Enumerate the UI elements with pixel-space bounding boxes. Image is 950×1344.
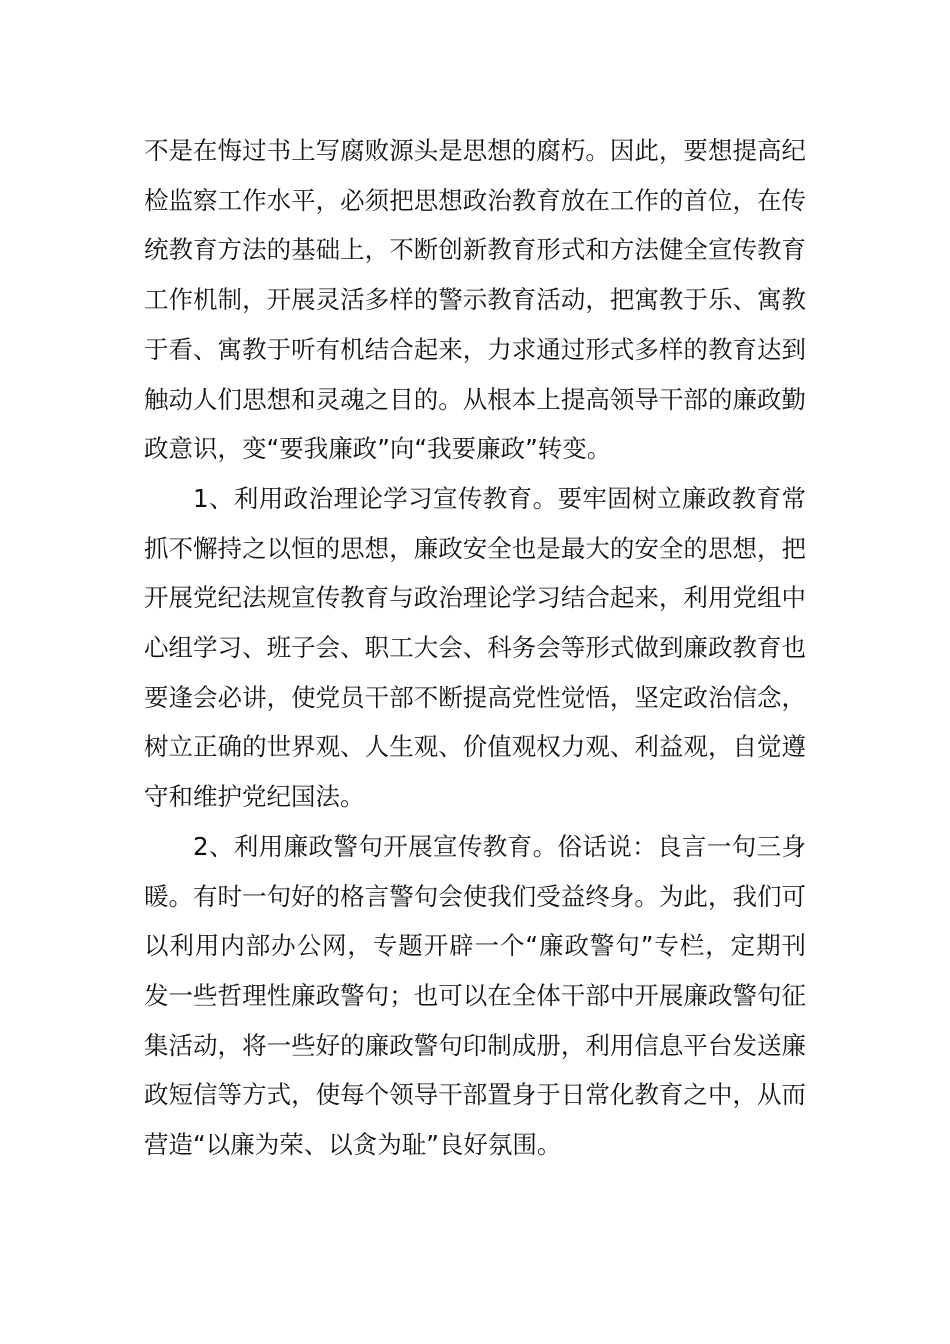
paragraph-intro: 不是在悔过书上写腐败源头是思想的腐朽。因此，要想提高纪检监察工作水平，必须把思想政治教育放在工作的首位，在传统教育方法的基础上，不断创新教育形式和方法健全宣传教育工作机制，开展灵活多样的警示教育活动，把寓教于乐、寓教于看、寓教于听有机结合起来，力求通过形式多样的教育达到触动人们思想和灵魂之目的。从根本上提高领导干部的廉政勤政意识，变“要我廉政”向“我要廉政”转变。: [144, 136, 806, 464]
paragraph-item-2: 2、利用廉政警句开展宣传教育。俗话说：良言一句三身暖。有时一句好的格言警句会使我们受益终身。为此，我们可以利用内部办公网，专题开辟一个“廉政警句”专栏，定期刊发一些哲理性廉政警句；也可以在全体干部中开展廉政警句征集活动，将一些好的廉政警句印制成册，利用信息平台发送廉政短信等方式，使每个领导干部置身于日常化教育之中，从而营造“以廉为荣、以贪为耻”良好氛围。: [144, 831, 806, 1160]
paragraph-item-1: 1、利用政治理论学习宣传教育。要牢固树立廉政教育常抓不懈持之以恒的思想，廉政安全也是最大的安全的思想，把开展党纪法规宣传教育与政治理论学习结合起来，利用党组中心组学习、班子会、职工大会、科务会等形式做到廉政教育也要逢会必讲，使党员干部不断提高党性觉悟，坚定政治信念，树立正确的世界观、人生观、价值观权力观、利益观，自觉遵守和维护党纪国法。: [144, 483, 806, 812]
document-body: [144, 126, 806, 1170]
